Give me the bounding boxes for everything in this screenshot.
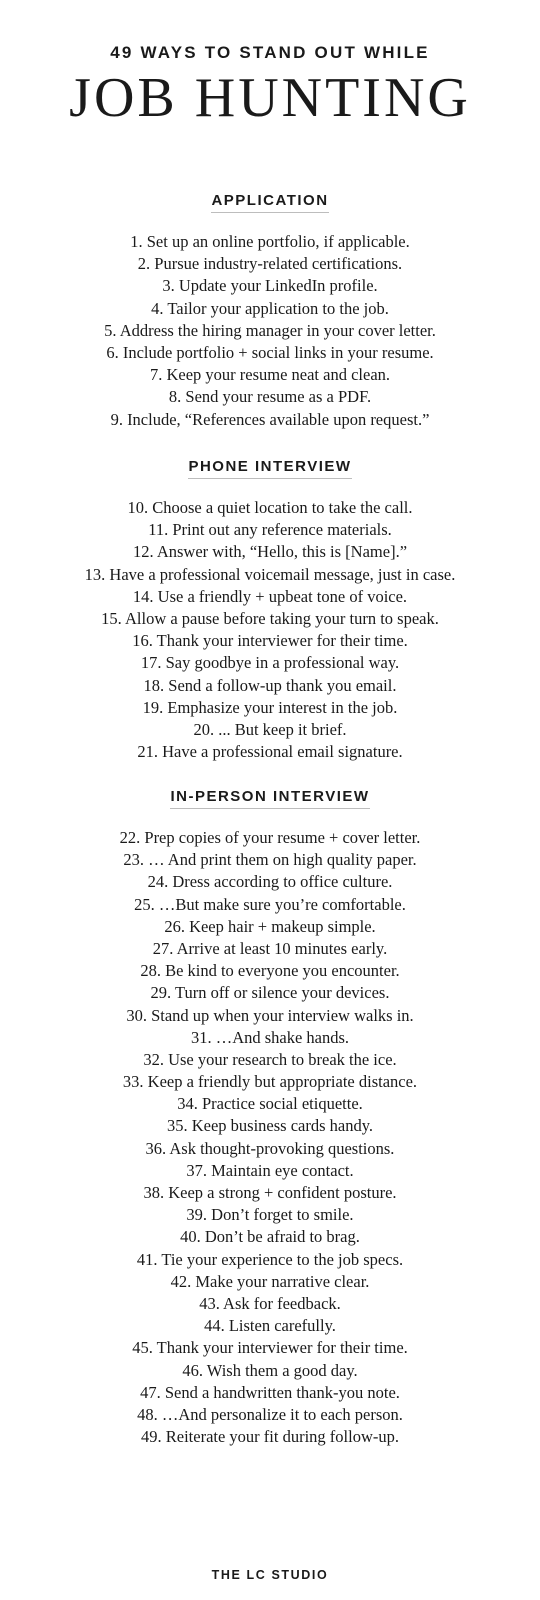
list-item: 26. Keep hair + makeup simple. — [164, 916, 376, 936]
list-item: 48. …And personalize it to each person. — [137, 1404, 403, 1424]
section-heading-in-person-interview — [0, 788, 540, 809]
list-item: 9. Include, “References available upon request.” — [110, 409, 430, 429]
list-item: 16. Thank your interviewer for their time. — [132, 631, 408, 651]
brand-footer: THE LC STUDIO — [211, 1568, 329, 1582]
list-item: 40. Don’t be afraid to brag. — [180, 1227, 360, 1247]
list-item: 7. Keep your resume neat and clean. — [149, 365, 391, 385]
list-item: 31. …And shake hands. — [190, 1027, 350, 1047]
list-item: 47. Send a handwritten thank-you note. — [140, 1382, 400, 1402]
list-item: 44. Listen carefully. — [204, 1316, 336, 1336]
list-item: 41. Tie your experience to the job specs. — [136, 1249, 404, 1269]
list-item: 25. …But make sure you’re comfortable. — [134, 894, 406, 914]
list-item: 5. Address the hiring manager in your cover letter. — [104, 320, 436, 340]
list-item: 39. Don’t forget to smile. — [186, 1205, 354, 1225]
list-item: 1. Set up an online portfolio, if applicable. — [130, 232, 410, 251]
list-item: 24. Dress according to office culture. — [147, 872, 393, 892]
list-item: 19. Emphasize your interest in the job. — [142, 697, 398, 717]
list-item: 20. ... But keep it brief. — [193, 719, 347, 739]
list-item: 43. Ask for feedback. — [199, 1293, 341, 1313]
section-heading-label: IN-PERSON INTERVIEW — [170, 788, 369, 809]
list-item: 18. Send a follow-up thank you email. — [143, 675, 397, 695]
list-item: 46. Wish them a good day. — [182, 1360, 358, 1380]
list-item: 45. Thank your interviewer for their time. — [132, 1338, 408, 1358]
section-heading-label: APPLICATION — [211, 192, 328, 213]
section-heading-phone-interview — [0, 458, 540, 479]
list-item: 38. Keep a strong + confident posture. — [143, 1183, 397, 1202]
list-item: 8. Send your resume as a PDF. — [168, 387, 372, 407]
list-item: 34. Practice social etiquette. — [177, 1094, 363, 1114]
list-item: 14. Use a friendly + upbeat tone of voice. — [132, 586, 408, 606]
page-title: JOB HUNTING — [69, 67, 471, 129]
list-item: 27. Arrive at least 10 minutes early. — [152, 938, 388, 958]
list-item: 42. Make your narrative clear. — [170, 1271, 370, 1291]
list-item: 10. Choose a quiet location to take the call. — [127, 498, 413, 517]
application-tips-list — [0, 231, 540, 431]
list-item: 4. Tailor your application to the job. — [151, 298, 389, 318]
section-heading-application — [0, 192, 540, 213]
list-item: 3. Update your LinkedIn profile. — [162, 276, 378, 296]
list-item: 49. Reiterate your fit during follow-up. — [141, 1427, 399, 1447]
in-person-interview-tips-list — [0, 827, 540, 1448]
section-heading-label: PHONE INTERVIEW — [188, 458, 351, 479]
list-item: 30. Stand up when your interview walks in. — [126, 1005, 414, 1025]
list-item: 17. Say goodbye in a professional way. — [140, 653, 400, 673]
list-item: 15. Allow a pause before taking your turn to speak. — [101, 608, 439, 628]
list-item: 12. Answer with, “Hello, this is [Name].” — [132, 542, 408, 562]
list-item: 28. Be kind to everyone you encounter. — [140, 961, 400, 981]
list-item: 36. Ask thought-provoking questions. — [145, 1138, 395, 1158]
list-item: 37. Maintain eye contact. — [186, 1160, 354, 1180]
list-item: 6. Include portfolio + social links in your resume. — [106, 342, 434, 362]
list-item: 35. Keep business cards handy. — [166, 1116, 374, 1136]
list-item: 23. … And print them on high quality paper. — [123, 850, 417, 870]
list-item: 2. Pursue industry-related certifications. — [137, 254, 403, 274]
list-item: 29. Turn off or silence your devices. — [150, 983, 390, 1003]
phone-interview-tips-list — [0, 497, 540, 763]
list-item: 13. Have a professional voicemail message, just in case. — [84, 564, 456, 584]
list-item: 11. Print out any reference materials. — [148, 520, 392, 540]
list-item: 32. Use your research to break the ice. — [143, 1049, 397, 1069]
list-item: 21. Have a professional email signature. — [137, 742, 403, 762]
page-kicker: 49 WAYS TO STAND OUT WHILE — [110, 43, 430, 62]
list-item: 33. Keep a friendly but appropriate distance. — [122, 1072, 418, 1092]
list-item: 22. Prep copies of your resume + cover letter. — [119, 828, 421, 847]
